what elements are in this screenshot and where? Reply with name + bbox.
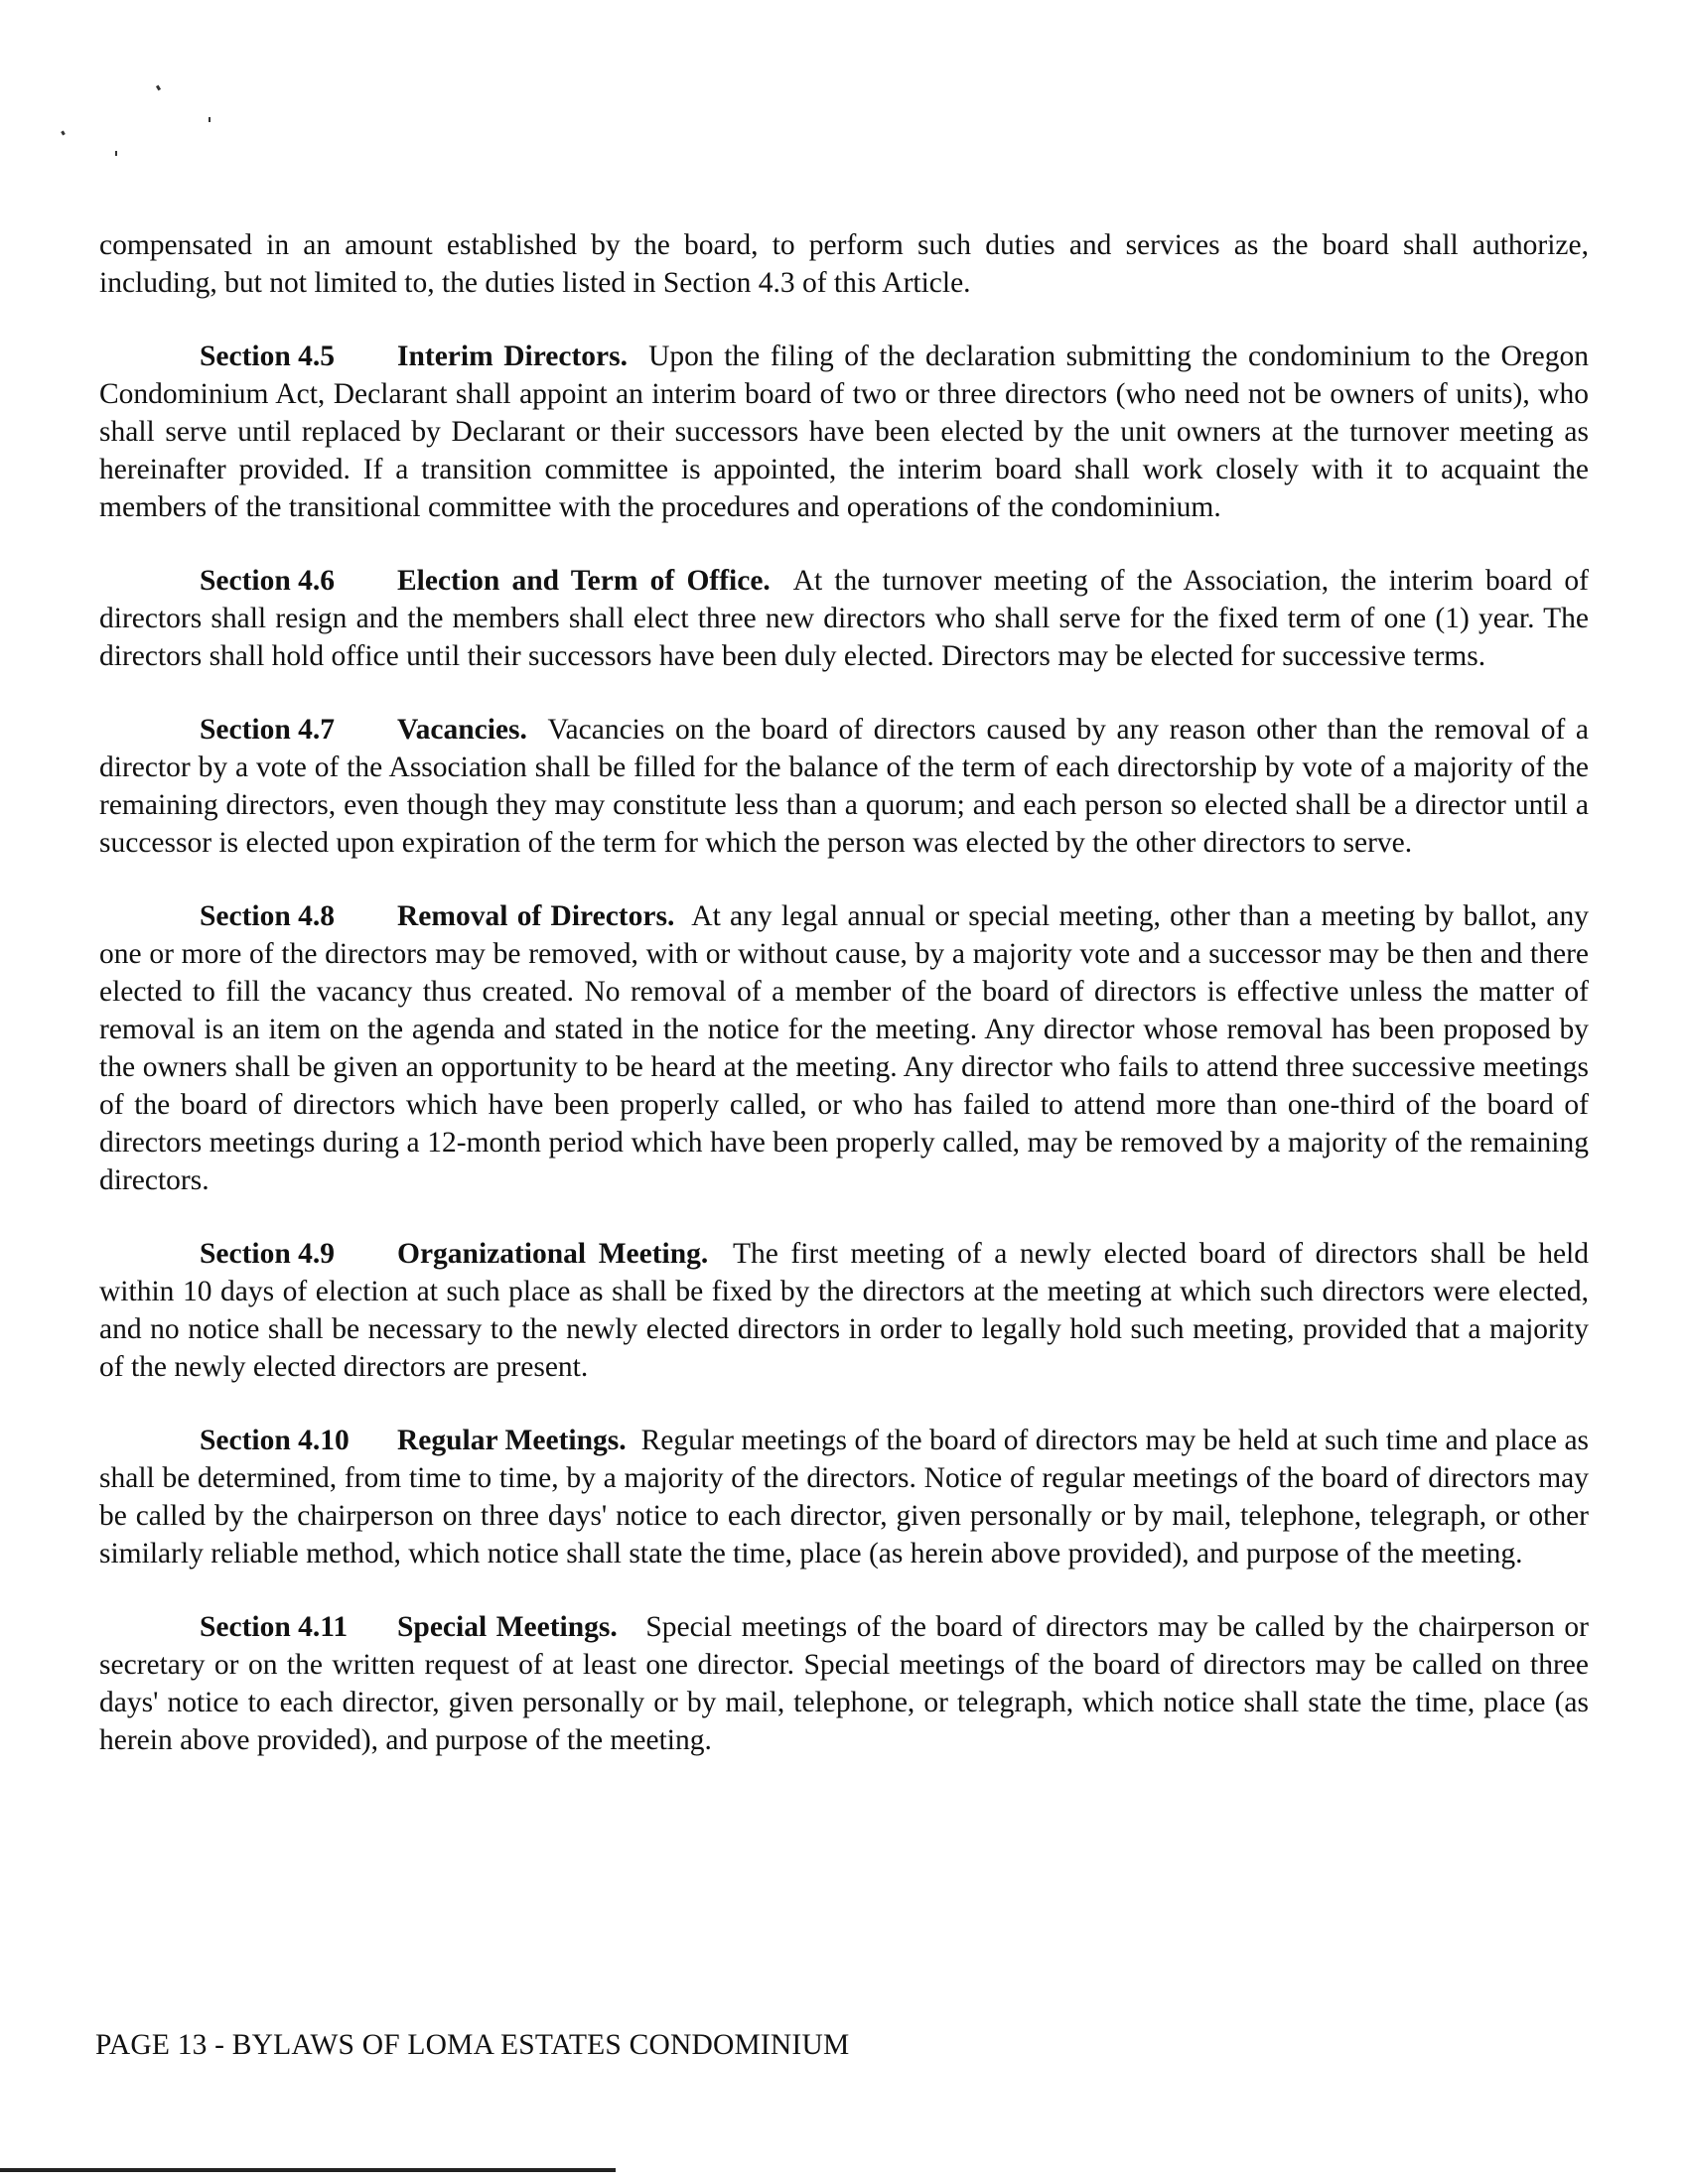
document-body: [99, 226, 1589, 1795]
page-footer: PAGE 13 - BYLAWS OF LOMA ESTATES CONDOMINIUM: [95, 2029, 850, 2061]
section-number: Section 4.6: [200, 565, 336, 597]
section-number: Section 4.7: [200, 714, 336, 746]
scan-speck: [209, 117, 211, 122]
section-4-5: [99, 338, 1589, 526]
section-4-10: [99, 1422, 1589, 1572]
section-number: Section 4.10: [200, 1425, 350, 1456]
section-number: Section 4.8: [200, 900, 336, 932]
section-4-7: [99, 711, 1589, 862]
section-title: Election and Term of Office.: [397, 565, 771, 597]
section-text: Special meetings of the board of directors may be called by the chairperson or secretary or on the written request of at least one director. Special meetings of the board of directors may be called on three days' notice to each director, given personally or by mail, telephone, or telegraph, which notice shall state the time, place (as herein above provided), and purpose of the meeting.: [99, 1611, 1589, 1756]
section-title: Organizational Meeting.: [397, 1238, 709, 1270]
scan-speck: [61, 131, 66, 136]
section-text: Vacancies on the board of directors caused by any reason other than the removal of a director by a vote of the Association shall be filled for the balance of the term of each directorship by vote of a majority of the remaining directors, even though they may constitute less than a quorum; and each person so elected shall be a director until a successor is elected upon expiration of the term for which the person was elected by the other directors to serve.: [99, 714, 1589, 859]
section-4-9: [99, 1235, 1589, 1386]
section-title: Removal of Directors.: [397, 900, 675, 932]
section-4-6: [99, 562, 1589, 675]
section-4-8: [99, 897, 1589, 1199]
section-text: At the turnover meeting of the Association, the interim board of directors shall resign and the members shall elect three new directors who shall serve for the fixed term of one (1) year. The directors shall hold office until their successors have been duly elected. Directors may be elected for successive terms.: [99, 565, 1590, 672]
section-number: Section 4.11: [200, 1611, 349, 1643]
section-text: Regular meetings of the board of directors may be held at such time and place as shall be determined, from time to time, by a majority of the directors. Notice of regular meetings of the board of directors may be called by the chairperson on three days' notice to each director, given personally or by mail, telephone, telegraph, or other similarly reliable method, which notice shall state the time, place (as herein above provided), and purpose of the meeting.: [99, 1425, 1590, 1570]
section-text: At any legal annual or special meeting, other than a meeting by ballot, any one or more of the directors may be removed, with or without cause, by a majority vote and a successor may be then and there elected to fill the vacancy thus created. No removal of a member of the board of directors is effective unless the matter of removal is an item on the agenda and stated in the notice for the meeting. Any director whose removal has been proposed by the owners shall be given an opportunity to be heard at the meeting. Any director who fails to attend three successive meetings of the board of directors which have been properly called, or who has failed to attend more than one-third of the board of directors meetings during a 12-month period which have been properly called, may be removed by a majority of the remaining directors.: [99, 900, 1590, 1196]
intro-paragraph: compensated in an amount established by the board, to perform such duties and services as the board shall authorize, including, but not limited to, the duties listed in Section 4.3 of this Article.: [99, 229, 1589, 299]
section-title: Regular Meetings.: [397, 1425, 627, 1456]
section-title: Vacancies.: [397, 714, 527, 746]
scan-speck: [115, 151, 117, 156]
scan-speck: [156, 85, 161, 91]
bottom-rule: [0, 2168, 616, 2172]
section-number: Section 4.5: [200, 341, 336, 372]
section-text: The first meeting of a newly elected board of directors shall be held within 10 days of election at such place as shall be fixed by the directors at the meeting at which such directors were elected, and no notice shall be necessary to the newly elected directors in order to legally hold such meeting, provided that a majority of the newly elected directors are present.: [99, 1238, 1589, 1383]
section-title: Interim Directors.: [397, 341, 628, 372]
section-number: Section 4.9: [200, 1238, 336, 1270]
section-title: Special Meetings.: [397, 1611, 618, 1643]
section-text: Upon the filing of the declaration submitting the condominium to the Oregon Condominium Act, Declarant shall appoint an interim board of two or three directors (who need not be owners of units), who shall serve until replaced by Declarant or their successors have been elected by the unit owners at the turnover meeting as hereinafter provided. If a transition committee is appointed, the interim board shall work closely with it to acquaint the members of the transitional committee with the procedures and operations of the condominium.: [99, 341, 1590, 523]
section-4-11: [99, 1608, 1589, 1759]
